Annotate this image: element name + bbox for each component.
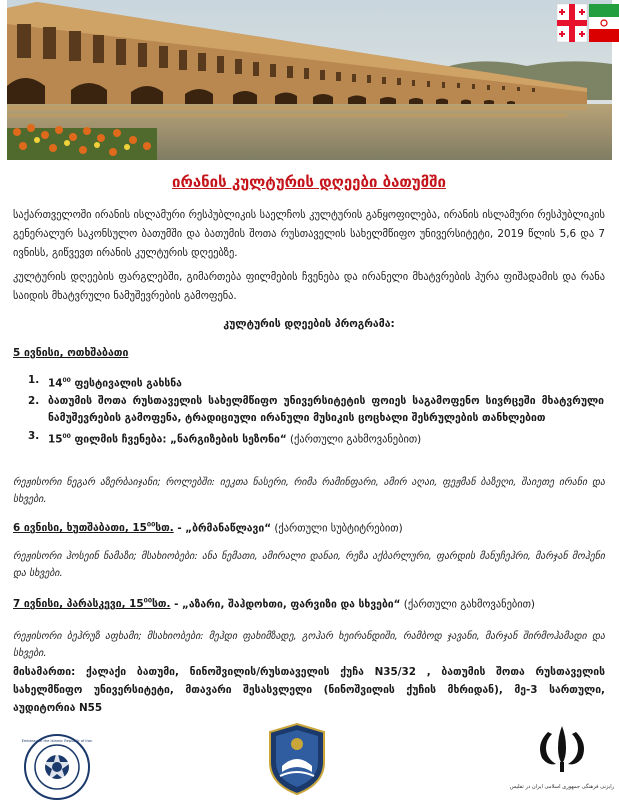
day3-cast: რეჟისორი ბეჰრუზ აფხამი; მსახიობები: მეჰდი ფახიმზადე, გოჰარ ხეირანდიში, რამბოდ ჯავანი, მარჯან შირმოჰამადი და სხვები. [13,631,605,659]
list-item: 2. ბათუმის შოთა რუსთაველის სახელმწიფო უნივერსიტეტის ფოიეს საგამოფენო სივრცეში მხატვრული ნამუშევრების გამოფენა, ტრადიციული ირანული მუსიკის ცოცხალი შესრულების თანხლებით [28,395,604,425]
framework-paragraph: კულტურის დღეების ფარგლებში, გიმართება ფილმების ჩვენება და ირანელი მხატვრების ჰურა ფიშადამის და რანა საიდის მხატვრული ნამუშევრების გამოფენა. [13,271,605,302]
day1-event-list [28,372,604,450]
list-item: 1. $14^{00}$ ფესტივალის გახსნა [28,374,182,390]
intro-paragraph: საქართველოში ირანის ისლამური რესპუბლიკის საელჩოს კულტურის განყოფილება, ირანის ისლამური რესპუბლიკის გენერალურ საკონსულო ბათუმში და ბათუმის შოთა რუსთაველის სახელმწიფო უნივერსიტეტი, 2019 წლის 5,6 და 7 ივნისს, გიწვევთ ირანის კულტურის დღეებზე. [13,209,605,259]
day2-film-title: „ბრმანაწლავი“ [185,522,272,535]
georgia-flag-icon [557,4,587,42]
embassy-seal-icon [21,734,93,800]
day2-cast: რეჟისორი ჰოსეინ ნამაზი; მსახიობები: ანა ნემათი, ამირალი დანაი, რეზა აქბარლური, ფარდის მანუჩეჰრი, მარჯან მოჰენი და სხვები. [13,551,605,579]
day3-film-title: „აზარი, შაჰდოხთი, ფარვიზი და სხვები“ [182,598,401,611]
day3-line: 7 ივნისი, პარასკევი, $15^{00}სთ$. - „აზარი, შაჰდოხთი, ფარვიზი და სხვები“ (ქართული გახმოვანებით) [13,598,535,611]
address: მისამართი: ქალაქი ბათუმი, ნინოშვილის/რუსთაველის ქუჩა N35/32 , ბათუმის შოთა რუსთაველის სახელმწიფო უნივერსიტეტი, მთავარი შესასვლელი (ნინოშვილის ქუჩის მხრიდან), მე-3 სართული, აუდიტორია N55 [13,666,605,714]
day2-line: 6 ივნისი, ხუთშაბათი, $15^{00}სთ$. - „ბრმანაწლავი“ (ქართული სუბტიტრებით) [13,522,403,535]
iran-flag-icon [589,4,619,42]
svg-text:Embassy of the Islamic Republi: Embassy of the Islamic Republic of Iran [21,739,93,743]
day1-cast: რეჟისორი ნეგარ აზერბაიჯანი; როლებში: იეკთა ნასერი, რიმა რამინფარი, ამირ აღაი, ფეჟმან ბაზეღი, შაიეთე ირანი და სხვები. [13,477,605,505]
day3-heading: 7 ივნისი, პარასკევი, $15^{00}სთ$. [13,598,171,611]
flags-icon [557,4,619,42]
day1-heading: 5 ივნისი, ოთხშაბათი [13,347,129,359]
iran-emblem-icon [509,722,615,798]
list-item: 3. $15^{00}$ ფილმის ჩვენება: „ნარგიზების სეზონი“ (ქართული გახმოვანებით) [28,430,422,446]
svg-text:رایزنی فرهنگی جمهوری اسلامی ای: رایزنی فرهنگی جمهوری اسلامی ایران در تفلیس [509,784,615,790]
header-banner-image [7,0,612,160]
program-heading: კულტურის დღეების პროგრამა: [223,318,395,330]
bridge-photo [7,0,612,160]
university-emblem-icon [266,722,328,796]
page-title: ირანის კულტურის დღეები ბათუმში [172,173,446,191]
day2-heading: 6 ივნისი, ხუთშაბათი, $15^{00}სთ$. [13,522,174,535]
